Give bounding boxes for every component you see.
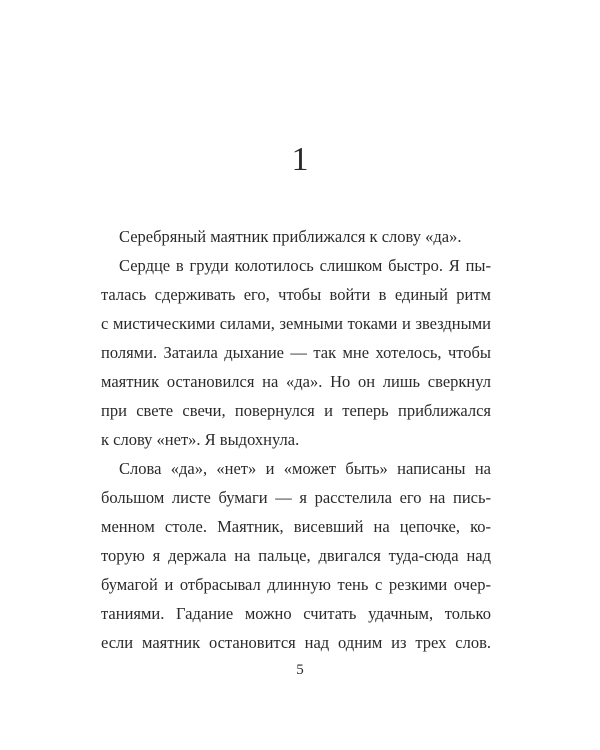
text-line: Слова «да», «нет» и «может быть» написаны на <box>119 459 491 478</box>
text-line: маятник остановился на «да». Но он лишь сверкнул <box>101 372 491 391</box>
body-text <box>101 222 491 657</box>
text-line: к слову «нет». Я выдохнула. <box>101 430 300 449</box>
text-line: талась сдерживать его, чтобы войти в единый ритм <box>101 285 491 304</box>
page-number: 5 <box>296 662 304 678</box>
paragraph <box>101 251 491 454</box>
text-line: торую я держала на пальце, двигался туда-сюда над <box>101 546 491 565</box>
text-line: менном столе. Маятник, висевший на цепочке, ко- <box>101 517 491 536</box>
text-line: если маятник остановится над одним из трех слов. <box>101 633 491 652</box>
text-line: полями. Затаила дыхание — так мне хотелось, чтобы <box>101 343 491 362</box>
text-line: при свете свечи, повернулся и теперь приближался <box>101 401 491 420</box>
paragraph <box>101 454 491 657</box>
text-line: большом листе бумаги — я расстелила его на пись- <box>101 488 491 507</box>
text-line: таниями. Гадание можно считать удачным, только <box>101 604 491 623</box>
chapter-number: 1 <box>291 141 309 178</box>
text-line: с мистическими силами, земными токами и звездными <box>101 314 491 333</box>
text-line: Серебряный маятник приближался к слову «да». <box>119 227 462 246</box>
text-line: бумагой и отбрасывал длинную тень с резкими очер- <box>101 575 491 594</box>
text-line: Сердце в груди колотилось слишком быстро. Я пы- <box>119 256 491 275</box>
paragraph <box>101 222 491 251</box>
